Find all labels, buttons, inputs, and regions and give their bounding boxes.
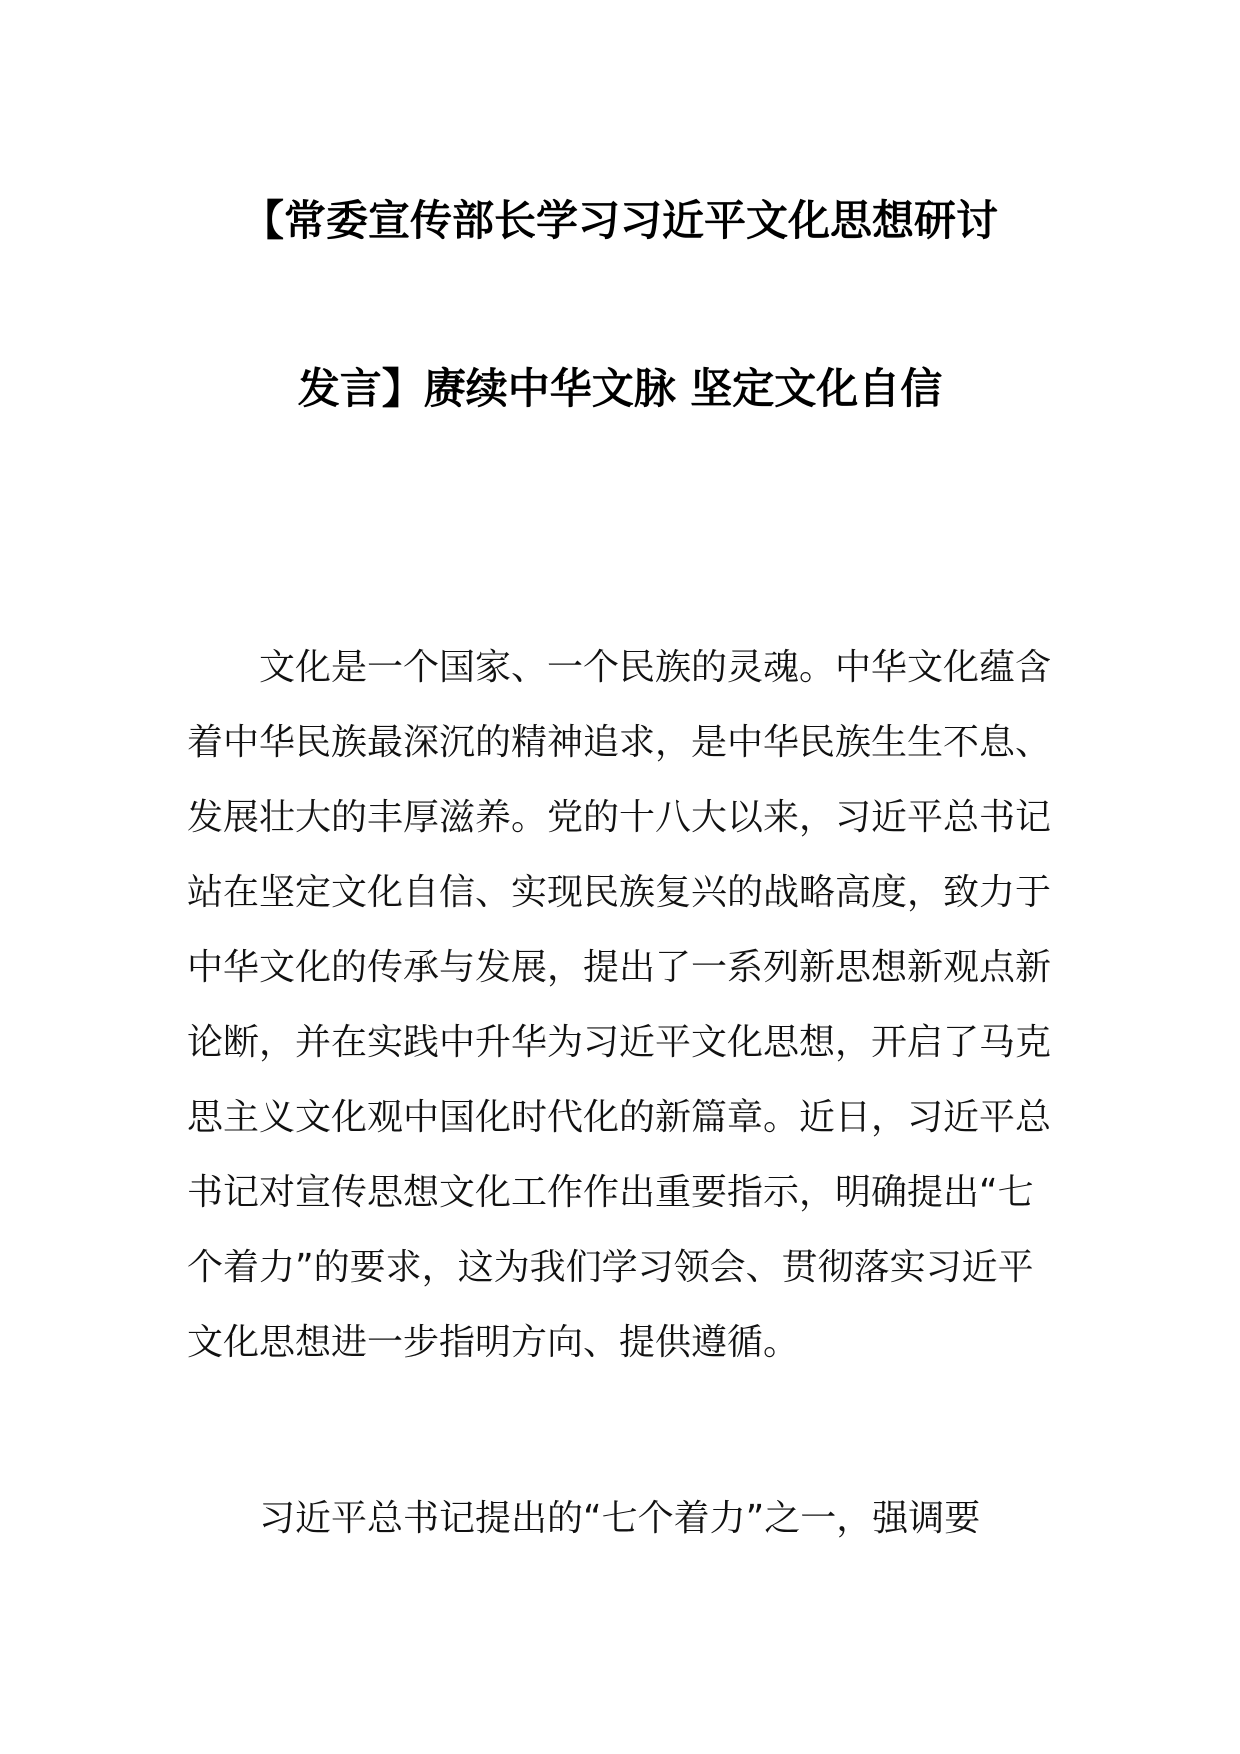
title-line: 【常委宣传部长学习习近平文化思想研讨 — [241, 196, 998, 245]
paragraph-line: 着中华民族最深沉的精神追求，是中华民族生生不息、 — [187, 722, 1052, 763]
paragraph-line: 中华文化的传承与发展，提出了一系列新思想新观点新 — [187, 947, 1052, 988]
paragraph-line: 论断，并在实践中升华为习近平文化思想，开启了马克 — [187, 1022, 1052, 1063]
paragraph-line: 书记对宣传思想文化工作作出重要指示，明确提出“七 — [187, 1172, 1034, 1213]
paragraph-line: 个着力”的要求，这为我们学习领会、贯彻落实习近平 — [187, 1247, 1034, 1288]
paragraph-line: 文化是一个国家、一个民族的灵魂。中华文化蕴含 — [259, 647, 1052, 688]
paragraph-line: 习近平总书记提出的“七个着力”之一，强调要 — [259, 1498, 981, 1539]
body-paragraph — [187, 1481, 1053, 1556]
paragraph-line: 思主义文化观中国化时代化的新篇章。近日，习近平总 — [187, 1097, 1052, 1138]
body-paragraph — [187, 630, 1053, 1380]
paragraph-line: 文化思想进一步指明方向、提供遵循。 — [187, 1322, 800, 1363]
paragraph-line: 站在坚定文化自信、实现民族复兴的战略高度，致力于 — [187, 872, 1052, 913]
title-line: 发言】赓续中华文脉 坚定文化自信 — [297, 364, 943, 413]
paragraph-line: 发展壮大的丰厚滋养。党的十八大以来，习近平总书记 — [187, 797, 1052, 838]
document-title — [187, 196, 1053, 413]
